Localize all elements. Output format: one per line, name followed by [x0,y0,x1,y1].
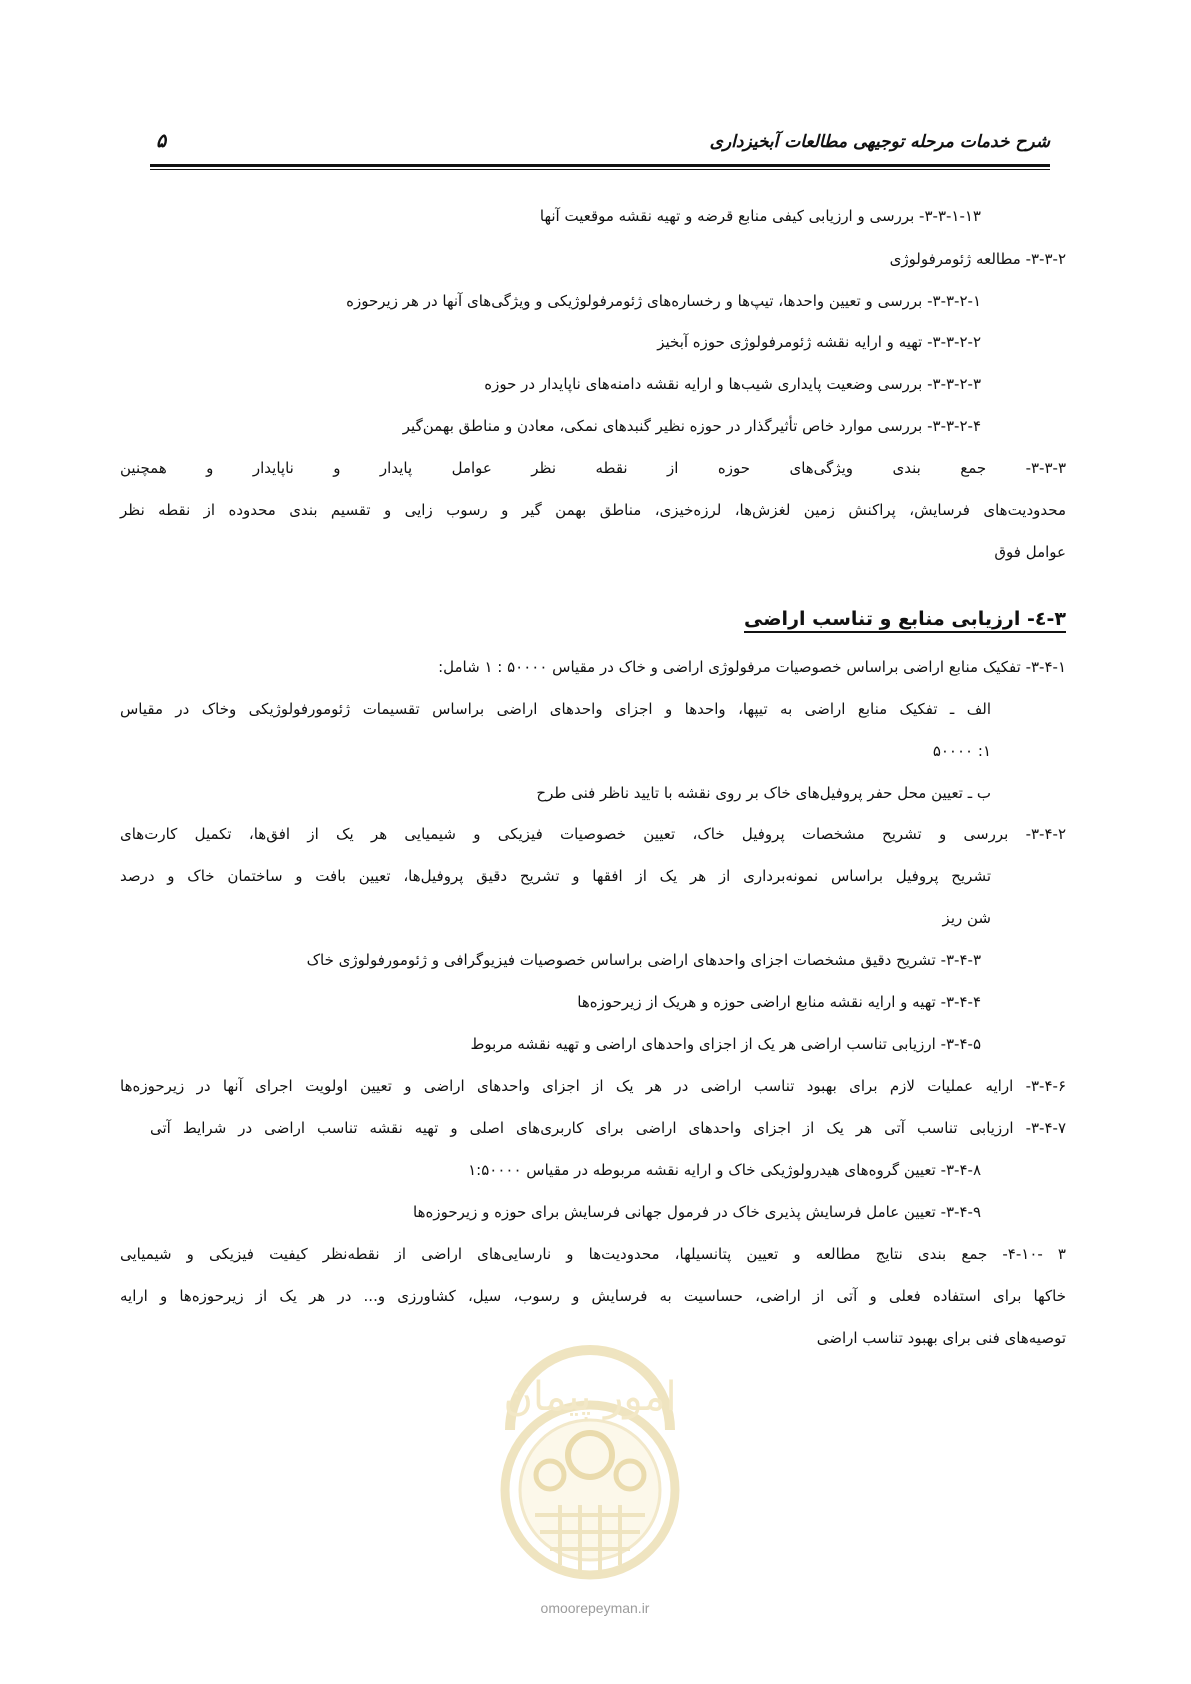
section-heading-text: ۳-٤- ارزیابی منابع و تناسب اراضی [744,608,1066,633]
header-title: شرح خدمات مرحله توجیهی مطالعات آبخیزداری [709,132,1050,152]
text-line: ب ـ تعیین محل حفر پروفیل‌های خاک بر روی نقشه با تایید ناظر فنی طرح [536,784,991,802]
header-rule-thin [150,169,1050,170]
text-line: ۳-۴-۸- تعیین گروه‌های هیدرولوژیکی خاک و ارایه نقشه مربوطه در مقیاس ۱:۵۰۰۰۰ [468,1161,981,1179]
watermark-logo-icon [480,1340,700,1590]
text-line: ۳-۴-۳- تشریح دقیق مشخصات اجزای واحدهای اراضی براساس خصوصیات فیزیوگرافی و ژئومورفولوژی خاک [306,951,981,969]
text-line: ۳-۳-۱-۱۳- بررسی و ارزیابی کیفی منابع قرضه و تهیه نقشه موقعیت آنها [539,207,981,225]
text-line: ۳-۳-۲-۱- بررسی و تعیین واحدها، تیپ‌ها و رخساره‌های ژئومرفولوژیکی و ویژگی‌های آنها در هر زیرحوزه [346,292,981,310]
text-line: ۳-۴-۷- ارزیابی تناسب آتی هر یک از اجزای واحدهای اراضی برای کاربری‌های اصلی و تهیه نقشه تناسب اراضی در شرایط آتی [150,1119,1066,1137]
text-line: تشریح پروفیل براساس نمونه‌برداری از هر یک از افقها و تشریح دقیق پروفیل‌ها، تعیین بافت و ساختمان خاک و درصد [120,867,991,885]
header-rule-thick [150,164,1050,167]
text-line: ۳-۴-۶- ارایه عملیات لازم برای بهبود تناسب اراضی در هر یک از اجزای واحدهای اراضی و تعیین اولویت اجرای آنها در زیرحوزه‌ها [120,1077,1066,1095]
text-line: ۳-۴-۲- بررسی و تشریح مشخصات پروفیل خاک، تعیین خصوصیات فیزیکی و شیمیایی هر یک از افق‌ها، تکمیل کارت‌های [120,825,1066,843]
watermark-logo-text: امور پیمان [503,1374,677,1420]
section-heading [744,608,1066,630]
page-number: ۵ [156,130,167,152]
watermark-text: omoorepeyman.ir [540,1600,650,1616]
text-line: ۳-۴-۱- تفکیک منابع اراضی براساس خصوصیات مرفولوژی اراضی و خاک در مقیاس ۵۰۰۰۰ : ۱ شامل: [438,658,1066,676]
text-line: ۳-۳-۲-۲- تهیه و ارایه نقشه ژئومرفولوژی حوزه آبخیز [657,333,981,351]
text-line: الف ـ تفکیک منابع اراضی به تیپها، واحدها و اجزای واحدهای اراضی براساس تقسیمات ژئومورفولوژیکی وخاک در مقیاس [120,700,991,718]
text-line: ۳-۳-۲-۳- بررسی وضعیت پایداری شیب‌ها و ارایه نقشه دامنه‌های ناپایدار در حوزه [484,375,981,393]
text-line: ۳-۴-۹- تعیین عامل فرسایش پذیری خاک در فرمول جهانی فرسایش برای حوزه و زیرحوزه‌ها [413,1203,981,1221]
text-line: ۳-۴-۵- ارزیابی تناسب اراضی هر یک از اجزای واحدهای اراضی و تهیه نقشه مربوط [470,1035,981,1053]
text-line: ۱: ۵۰۰۰۰ [932,742,991,760]
text-line: خاکها برای استفاده فعلی و آتی از اراضی، حساسیت به فرسایش و رسوب، سیل، کشاورزی و... در هر یک از زیرحوزه‌ها و ارایه [120,1287,1066,1305]
text-line: ۳ -۴-۱۰- جمع بندی نتایج مطالعه و تعیین پتانسیلها، محدودیت‌ها و نارسایی‌های اراضی از نقطه‌نظر کیفیت فیزیکی و شیمیایی [120,1245,1066,1263]
text-line: توصیه‌های فنی برای بهبود تناسب اراضی [816,1329,1066,1347]
subsection-title: ۳-۳-۲- مطالعه ژئومرفولوژی [889,250,1066,268]
text-line: عوامل فوق [994,543,1066,561]
text-line: ۳-۴-۴- تهیه و ارایه نقشه منابع اراضی حوزه و هریک از زیرحوزه‌ها [577,993,981,1011]
text-line: ۳-۳-۳- جمع بندی ویژگی‌های حوزه از نقطه نظر عوامل پایدار و ناپایدار و همچنین [120,459,1066,477]
page-header [150,128,1050,168]
text-line: شن ریز [942,909,991,927]
text-line: محدودیت‌های فرسایش، پراکنش زمین لغزش‌ها، لرزه‌خیزی، مناطق بهمن گیر و رسوب زایی و تقسیم بندی محدوده از نقطه نظر [120,501,1066,519]
text-line: ۳-۳-۲-۴- بررسی موارد خاص تأثیرگذار در حوزه نظیر گنبدهای نمکی، معادن و مناطق بهمن‌گیر [402,417,981,435]
